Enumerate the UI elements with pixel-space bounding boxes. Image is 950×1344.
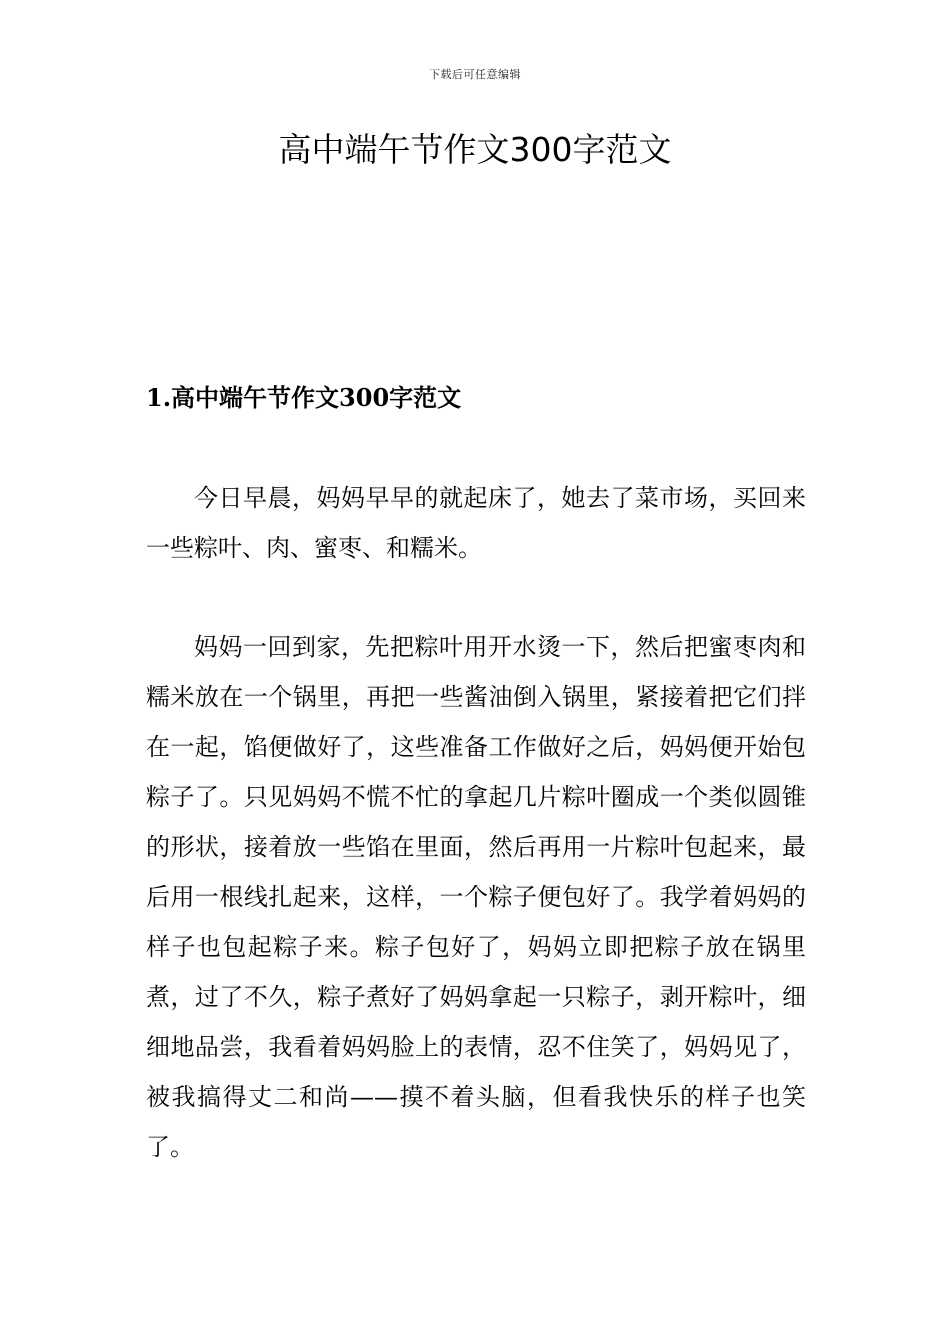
- document-title: 高中端午节作文300字范文: [278, 130, 672, 169]
- paragraph-2: 妈妈一回到家，先把粽叶用开水烫一下，然后把蜜枣肉和糯米放在一个锅里，再把一些酱油倒入锅里，紧接着把它们拌在一起，馅便做好了，这些准备工作做好之后，妈妈便开始包粽子了。只见妈妈不慌不忙的拿起几片粽叶圈成一个类似圆锥的形状，接着放一些馅在里面，然后再用一片粽叶包起来，最后用一根线扎起来，这样，一个粽子便包好了。我学着妈妈的样子也包起粽子来。粽子包好了，妈妈立即把粽子放在锅里煮，过了不久，粽子煮好了妈妈拿起一只粽子，剥开粽叶，细细地品尝，我看着妈妈脸上的表情，忍不住笑了，妈妈见了，被我搞得丈二和尚——摸不着头脑，但看我快乐的样子也笑了。: [146, 633, 806, 1161]
- section-heading: 1.高中端午节作文300字范文: [146, 383, 462, 412]
- paragraph-1: 今日早晨，妈妈早早的就起床了，她去了菜市场，买回来一些粽叶、肉、蜜枣、和糯米。: [146, 484, 806, 562]
- page-header-note: 下载后可任意编辑: [429, 68, 521, 81]
